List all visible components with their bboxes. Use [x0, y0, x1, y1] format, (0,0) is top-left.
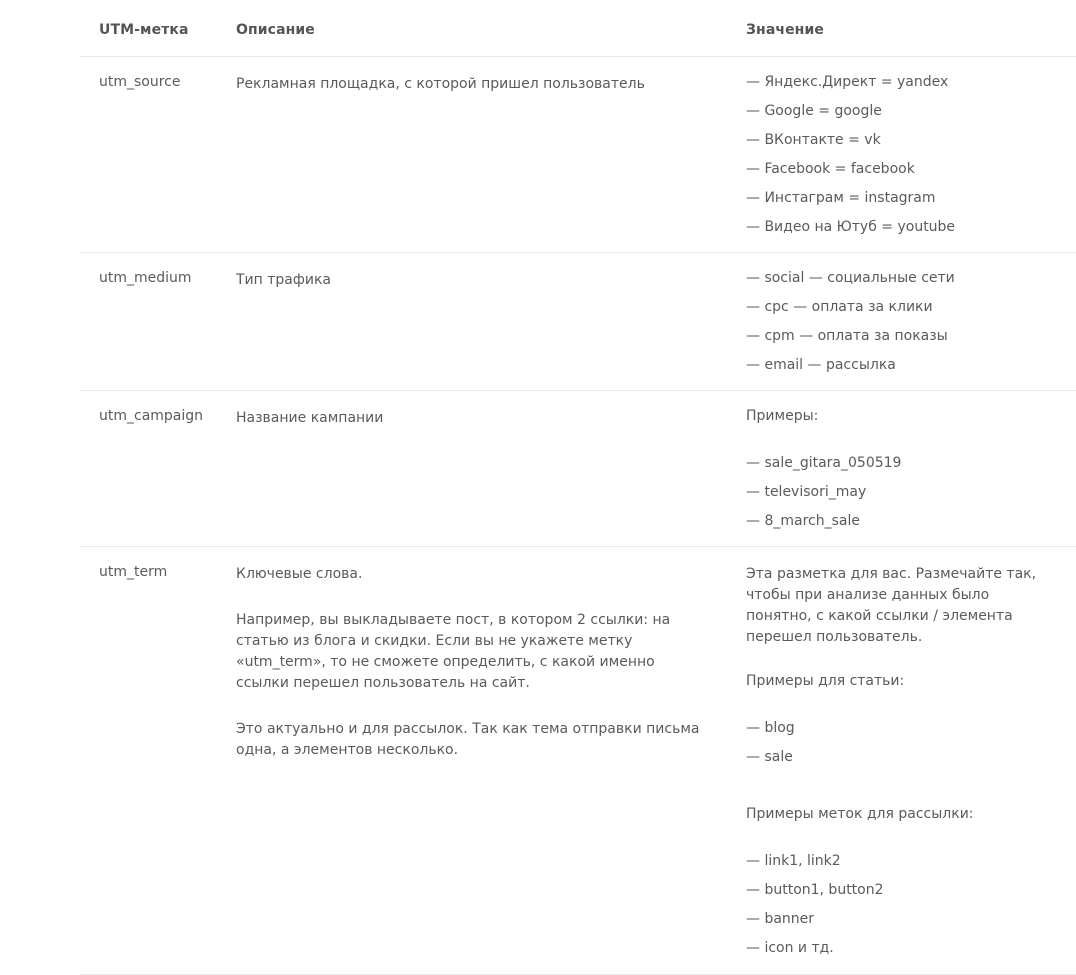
description-text: Название кампании	[236, 410, 384, 426]
table-row	[80, 391, 1076, 547]
header-value: Значение	[746, 22, 824, 38]
table-header	[80, 0, 1076, 57]
list-item: — televisori_may	[746, 484, 867, 500]
examples-label: Примеры меток для рассылки:	[746, 806, 974, 822]
utm-table	[80, 0, 1076, 975]
utm-key: utm_campaign	[99, 408, 204, 424]
utm-key: utm_term	[99, 564, 168, 580]
description-text: Например, вы выкладываете пост, в котором 2 ссылки: на статью из блога и скидки. Если вы не укажете метку «utm_term», то не сможете определить, с какой именно ссылки перешел пользователь на сайт.	[236, 612, 671, 691]
list-item: — social — социальные сети	[746, 270, 955, 286]
utm-description	[236, 253, 746, 390]
utm-description	[236, 547, 746, 974]
examples-label: Примеры для статьи:	[746, 673, 905, 689]
list-item: — Яндекс.Директ = yandex	[746, 74, 949, 90]
utm-values	[746, 391, 1076, 546]
list-item: — Видео на Ютуб = youtube	[746, 219, 956, 235]
list-item: — blog	[746, 720, 795, 736]
table-row	[80, 57, 1076, 253]
header-utm-tag: UTM-метка	[99, 22, 189, 38]
table-row	[80, 547, 1076, 975]
list-item: — Facebook = facebook	[746, 161, 915, 177]
list-item: — email — рассылка	[746, 357, 896, 373]
list-item: — ВКонтакте = vk	[746, 132, 881, 148]
utm-values	[746, 253, 1076, 390]
description-text: Ключевые слова.	[236, 566, 363, 582]
list-item: — sale_gitara_050519	[746, 455, 902, 471]
list-item: — banner	[746, 911, 815, 927]
description-text: Рекламная площадка, с которой пришел пользователь	[236, 76, 645, 92]
list-item: — link1, link2	[746, 853, 841, 869]
utm-description	[236, 391, 746, 546]
list-item: — Инстаграм = instagram	[746, 190, 936, 206]
list-item: — icon и тд.	[746, 940, 834, 956]
list-item: — 8_march_sale	[746, 513, 860, 529]
value-explanation: Эта разметка для вас. Размечайте так, чтобы при анализе данных было понятно, с какой ссылки / элемента перешел пользователь.	[746, 566, 1037, 645]
list-item: — cpc — оплата за клики	[746, 299, 933, 315]
list-item: — sale	[746, 749, 793, 765]
utm-key: utm_medium	[99, 270, 192, 286]
list-item: — Google = google	[746, 103, 882, 119]
utm-values	[746, 57, 1076, 252]
table-row	[80, 253, 1076, 391]
list-item: — button1, button2	[746, 882, 884, 898]
utm-values	[746, 547, 1076, 974]
list-item: — cpm — оплата за показы	[746, 328, 948, 344]
examples-label: Примеры:	[746, 408, 819, 424]
description-text: Это актуально и для рассылок. Так как тема отправки письма одна, а элементов несколько.	[236, 721, 700, 758]
utm-description	[236, 57, 746, 252]
description-text: Тип трафика	[236, 272, 331, 288]
utm-key: utm_source	[99, 74, 181, 90]
header-description: Описание	[236, 22, 315, 38]
